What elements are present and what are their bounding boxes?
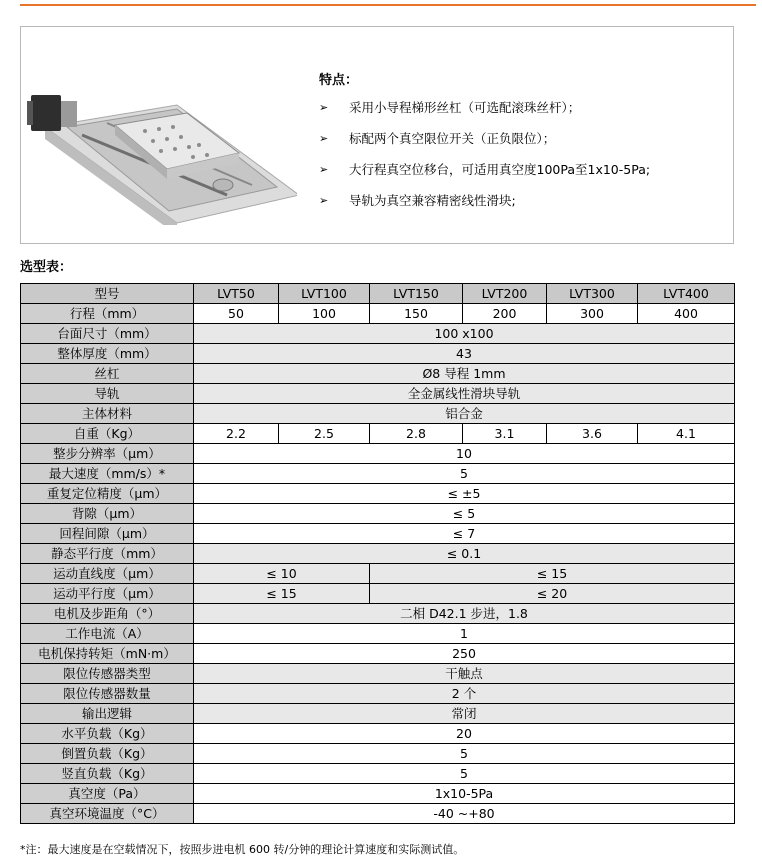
header-cell: LVT200	[463, 284, 547, 304]
table-cell: ≤ 0.1	[194, 544, 735, 564]
table-row	[21, 544, 735, 564]
table-row	[21, 704, 735, 724]
row-label: 行程（mm）	[21, 304, 194, 324]
table-cell: ≤ ±5	[194, 484, 735, 504]
header-cell: LVT300	[547, 284, 638, 304]
row-label: 输出逻辑	[21, 704, 194, 724]
table-row	[21, 444, 735, 464]
table-cell: 5	[194, 744, 735, 764]
table-cell: 2.8	[370, 424, 463, 444]
row-label: 台面尺寸（mm）	[21, 324, 194, 344]
table-row	[21, 524, 735, 544]
header-cell: LVT150	[370, 284, 463, 304]
table-cell: 200	[463, 304, 547, 324]
feature-box	[20, 26, 734, 244]
table-cell: ≤ 20	[370, 584, 735, 604]
row-label: 重复定位精度（μm）	[21, 484, 194, 504]
arrow-bullet-icon: ➢	[319, 132, 329, 145]
table-header-row	[21, 284, 735, 304]
table-row	[21, 644, 735, 664]
table-row	[21, 804, 735, 824]
row-label: 背隙（μm）	[21, 504, 194, 524]
feature-text: 采用小导程梯形丝杠（可选配滚珠丝杆）；	[349, 100, 581, 115]
table-row	[21, 564, 735, 584]
arrow-bullet-icon: ➢	[319, 194, 329, 207]
header-cell: 型号	[21, 284, 194, 304]
row-label: 回程间隙（μm）	[21, 524, 194, 544]
table-row	[21, 404, 735, 424]
row-label: 工作电流（A）	[21, 624, 194, 644]
table-cell: 二相 D42.1 步进，1.8	[194, 604, 735, 624]
arrow-bullet-icon: ➢	[319, 163, 329, 176]
row-label: 电机及步距角（°）	[21, 604, 194, 624]
feature-text: 导轨为真空兼容精密线性滑块;	[349, 193, 516, 208]
feature-item	[319, 97, 729, 128]
row-label: 真空环境温度（°C）	[21, 804, 194, 824]
table-cell: ≤ 15	[370, 564, 735, 584]
header-cell: LVT100	[279, 284, 370, 304]
table-cell: 100	[279, 304, 370, 324]
top-accent-rule	[20, 4, 756, 6]
table-cell: 铝合金	[194, 404, 735, 424]
table-cell: 250	[194, 644, 735, 664]
table-row	[21, 664, 735, 684]
footnote: *注：最大速度是在空载情况下，按照步进电机 600 转/分钟的理论计算速度和实际测试值。	[20, 843, 465, 856]
table-row	[21, 364, 735, 384]
table-row	[21, 324, 735, 344]
row-label: 静态平行度（mm）	[21, 544, 194, 564]
table-cell: 2 个	[194, 684, 735, 704]
product-image	[27, 45, 297, 225]
row-label: 整步分辨率（μm）	[21, 444, 194, 464]
row-label: 丝杠	[21, 364, 194, 384]
table-row	[21, 604, 735, 624]
row-label: 限位传感器数量	[21, 684, 194, 704]
row-label: 限位传感器类型	[21, 664, 194, 684]
row-label: 自重（Kg）	[21, 424, 194, 444]
table-cell: 100 x100	[194, 324, 735, 344]
row-label: 运动直线度（μm）	[21, 564, 194, 584]
table-cell: 50	[194, 304, 279, 324]
table-cell: 1x10-5Pa	[194, 784, 735, 804]
table-cell: 干触点	[194, 664, 735, 684]
table-cell: 43	[194, 344, 735, 364]
table-cell: 3.1	[463, 424, 547, 444]
table-row	[21, 624, 735, 644]
table-cell: ≤ 10	[194, 564, 370, 584]
selection-table-title: 选型表：	[20, 260, 73, 275]
table-cell: 10	[194, 444, 735, 464]
table-cell: ≤ 5	[194, 504, 735, 524]
feature-text: 大行程真空位移台，可适用真空度100Pa至1x10-5Pa;	[349, 162, 651, 177]
table-row	[21, 764, 735, 784]
row-label: 倒置负载（Kg）	[21, 744, 194, 764]
table-cell: 3.6	[547, 424, 638, 444]
feature-text: 标配两个真空限位开关（正负限位）；	[349, 131, 556, 146]
row-label: 整体厚度（mm）	[21, 344, 194, 364]
table-row	[21, 684, 735, 704]
table-row	[21, 344, 735, 364]
row-label: 真空度（Pa）	[21, 784, 194, 804]
arrow-bullet-icon: ➢	[319, 101, 329, 114]
table-cell: 常闭	[194, 704, 735, 724]
table-row	[21, 304, 735, 324]
row-label: 运动平行度（μm）	[21, 584, 194, 604]
table-cell: 全金属线性滑块导轨	[194, 384, 735, 404]
table-cell: 5	[194, 764, 735, 784]
table-cell: 20	[194, 724, 735, 744]
table-row	[21, 384, 735, 404]
table-cell: 2.2	[194, 424, 279, 444]
table-row	[21, 424, 735, 444]
feature-item	[319, 159, 729, 190]
feature-item	[319, 128, 729, 159]
table-row	[21, 724, 735, 744]
row-label: 竖直负载（Kg）	[21, 764, 194, 784]
row-label: 电机保持转矩（mN·m）	[21, 644, 194, 664]
table-cell: -40 ~+80	[194, 804, 735, 824]
table-cell: Ø8 导程 1mm	[194, 364, 735, 384]
table-cell: 1	[194, 624, 735, 644]
table-row	[21, 464, 735, 484]
table-row	[21, 504, 735, 524]
feature-item	[319, 190, 729, 221]
table-cell: ≤ 15	[194, 584, 370, 604]
header-cell: LVT50	[194, 284, 279, 304]
table-cell: 400	[638, 304, 735, 324]
table-row	[21, 744, 735, 764]
features-list	[319, 71, 729, 221]
row-label: 最大速度（mm/s）*	[21, 464, 194, 484]
table-cell: 5	[194, 464, 735, 484]
row-label: 主体材料	[21, 404, 194, 424]
table-cell: ≤ 7	[194, 524, 735, 544]
row-label: 导轨	[21, 384, 194, 404]
table-cell: 2.5	[279, 424, 370, 444]
features-title: 特点：	[319, 73, 359, 88]
table-cell: 4.1	[638, 424, 735, 444]
table-row	[21, 484, 735, 504]
table-row	[21, 784, 735, 804]
table-row	[21, 584, 735, 604]
table-cell: 300	[547, 304, 638, 324]
spec-table	[20, 283, 735, 824]
header-cell: LVT400	[638, 284, 735, 304]
table-cell: 150	[370, 304, 463, 324]
row-label: 水平负载（Kg）	[21, 724, 194, 744]
